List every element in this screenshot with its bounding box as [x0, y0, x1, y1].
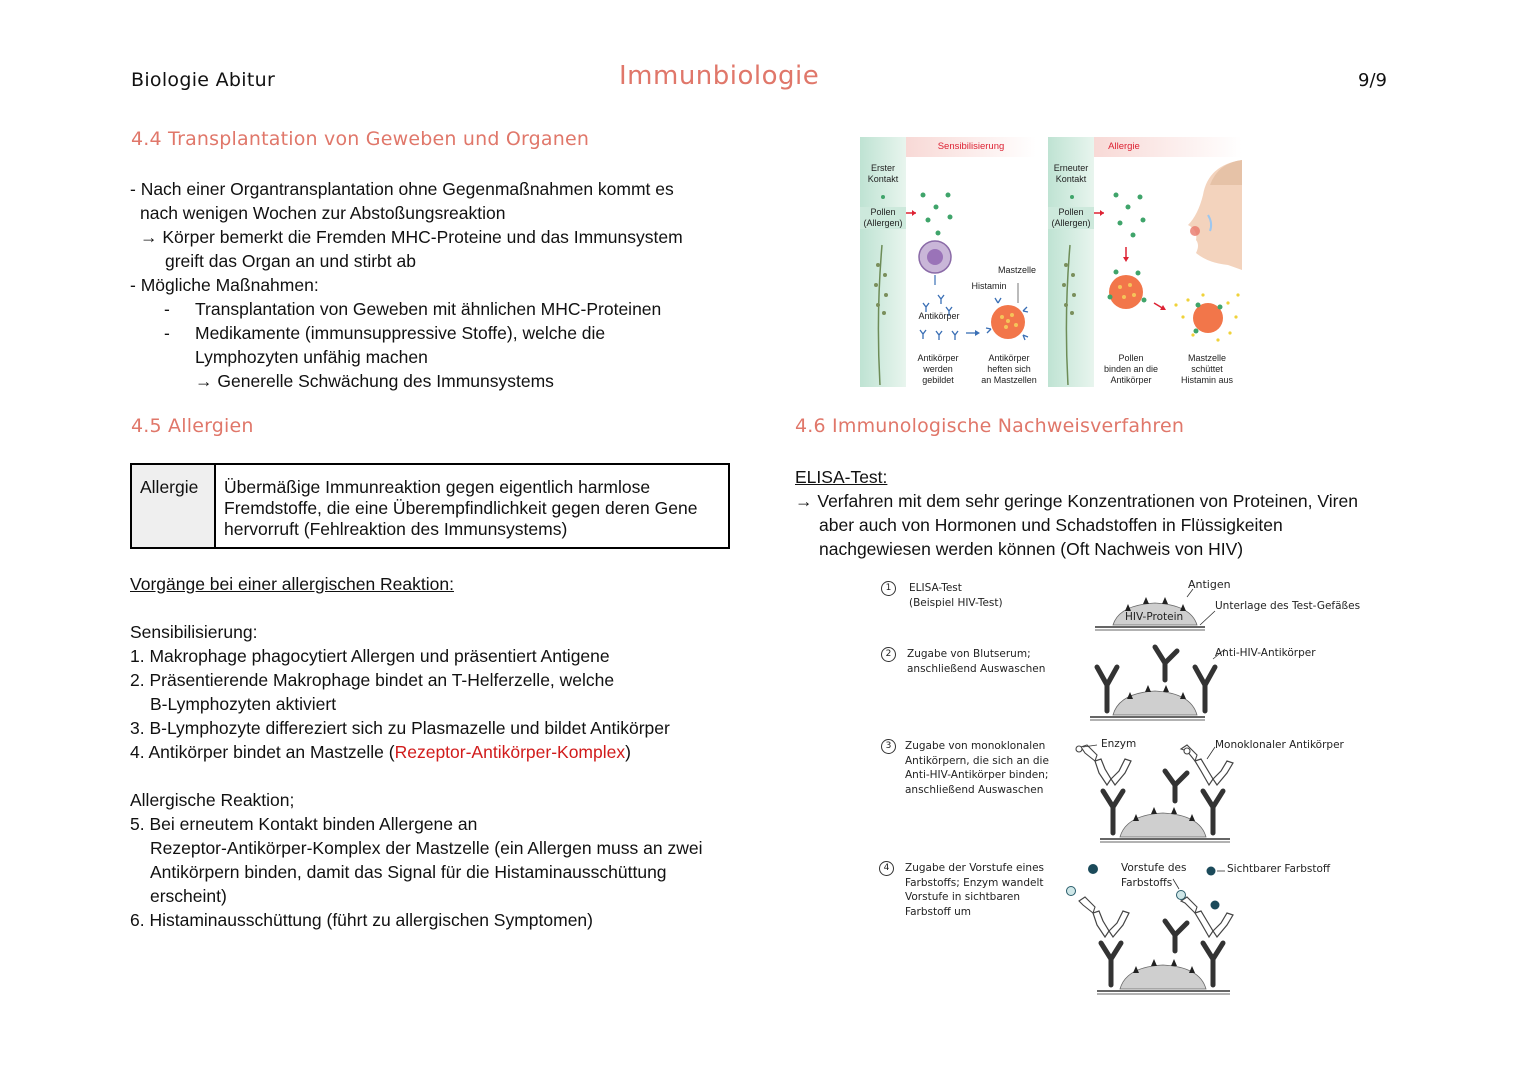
bullet-dash: - — [164, 323, 170, 343]
process-title: Vorgänge bei einer allergischen Reaktion: — [130, 574, 454, 594]
text-line: - Mögliche Maßnahmen: — [130, 275, 319, 295]
renewed-contact-label — [1048, 163, 1094, 185]
step-number: 4 — [879, 861, 894, 876]
elisa-panel-2 — [1090, 647, 1225, 720]
caption-line: Mastzelle — [1187, 353, 1226, 363]
reaction-title: Allergische Reaktion; — [130, 790, 295, 810]
renewed-contact-line: Erneuter — [1053, 163, 1089, 173]
step-line: Antikörpern, die sich an die — [905, 754, 1049, 767]
step-line: (Beispiel HIV-Test) — [909, 596, 1003, 609]
text-line: 1. Makrophage phagocytiert Allergen und präsentiert Antigene — [130, 646, 610, 666]
definition-term: Allergie — [131, 464, 215, 548]
step-line: Farbstoff um — [905, 905, 971, 918]
definition-table — [130, 463, 730, 549]
caption-line: heften sich — [987, 364, 1031, 374]
caption-line: Histamin aus — [1180, 375, 1234, 385]
allergy-diagram — [858, 135, 1243, 390]
label-antigen: Antigen — [1188, 578, 1231, 591]
text-span: 4. Antikörper bindet an Mastzelle ( — [130, 742, 395, 762]
page-number: 9/9 — [1358, 70, 1387, 91]
heading-4-4: 4.4 Transplantation von Geweben und Organen — [131, 128, 590, 150]
text-span: ) — [625, 742, 631, 762]
elisa-diagram — [875, 575, 1375, 1000]
text-line: - Nach einer Organtransplantation ohne Gegenmaßnahmen kommt es — [130, 179, 674, 199]
step-line: Farbstoffs; Enzym wandelt — [905, 876, 1044, 889]
pollen-line: Pollen — [1058, 207, 1084, 217]
text-line: greift das Organ an und stirbt ab — [165, 251, 416, 271]
caption-histamine-release — [1172, 353, 1242, 386]
label-line: Farbstoffs — [1121, 877, 1173, 889]
step-line: anschließend Auswaschen — [905, 783, 1044, 796]
text-line: B-Lymphozyten aktiviert — [150, 694, 337, 714]
panel-sensitization-title: Sensibilisierung — [937, 141, 1005, 152]
text-line: → Körper bemerkt die Fremden MHC-Proteine und das Immunsystem — [140, 227, 683, 247]
elisa-panel-3 — [1076, 745, 1233, 842]
label-anti-hiv: Anti-HIV-Antikörper — [1215, 647, 1316, 659]
caption-line: Antikörper — [917, 353, 959, 363]
step-line: Zugabe der Vorstufe eines — [905, 862, 1044, 874]
label-vorstufe — [1121, 861, 1186, 891]
label-hiv-protein: HIV-Protein — [1125, 611, 1184, 623]
text-line: 3. B-Lymphozyte differeziert sich zu Plasmazelle und bildet Antikörper — [130, 718, 670, 738]
first-contact-line: Kontakt — [867, 174, 899, 184]
bullet-dash: - — [164, 299, 170, 319]
heading-4-6: 4.6 Immunologische Nachweisverfahren — [795, 415, 1185, 437]
step-number: 1 — [881, 581, 896, 596]
caption-line: schüttet — [1191, 364, 1223, 374]
pollen-line: (Allergen) — [1051, 218, 1091, 228]
caption-line: Pollen — [1118, 353, 1144, 363]
caption-line: gebildet — [922, 375, 954, 385]
caption-line: Antikörper — [988, 353, 1030, 363]
histamin-label: Histamin — [971, 281, 1007, 291]
elisa-title: ELISA-Test: — [795, 467, 888, 487]
pollen-label-2 — [1048, 207, 1094, 229]
label-unterlage: Unterlage des Test-Gefäßes — [1215, 600, 1361, 612]
first-contact-label — [860, 163, 906, 185]
text-line: Transplantation von Geweben mit ähnlichen MHC-Proteinen — [195, 299, 662, 319]
heading-4-5: 4.5 Allergien — [131, 415, 254, 437]
label-enzym: Enzym — [1101, 738, 1137, 750]
mastzelle-label: Mastzelle — [997, 265, 1036, 275]
caption-antibodies-attach — [976, 353, 1042, 386]
label-monoklonal: Monoklonaler Antikörper — [1215, 739, 1344, 751]
step-4-line — [130, 740, 631, 764]
highlight-receptor-complex: Rezeptor-Antikörper-Komplex — [394, 742, 626, 762]
caption-line: werden — [923, 364, 953, 374]
step-line: Vorstufe in sichtbaren — [905, 891, 1020, 903]
document-subject: Biologie Abitur — [131, 69, 276, 91]
text-line: 5. Bei erneutem Kontakt binden Allergene an — [130, 814, 478, 834]
document-title: Immunbiologie — [619, 61, 820, 91]
panel-allergy-title: Allergie — [1108, 141, 1140, 152]
caption-line: an Mastzellen — [981, 375, 1037, 385]
sensitization-title: Sensibilisierung: — [130, 622, 258, 642]
elisa-panel-1 — [1095, 589, 1215, 630]
text-line: nachgewiesen werden können (Oft Nachweis von HIV) — [819, 539, 1244, 559]
text-line: Medikamente (immunsuppressive Stoffe), welche die — [195, 323, 606, 343]
label-line: Vorstufe des — [1121, 862, 1187, 874]
step-line: Anti-HIV-Antikörper binden; — [905, 769, 1049, 781]
step-number: 2 — [881, 647, 896, 662]
step-line: ELISA-Test — [909, 582, 962, 594]
step-line: Zugabe von monoklonalen — [905, 740, 1046, 752]
text-line: → Verfahren mit dem sehr geringe Konzentrationen von Proteinen, Viren — [795, 491, 1358, 511]
text-line: erscheint) — [150, 886, 227, 906]
definition-text: Übermäßige Immunreaktion gegen eigentlich harmlose Fremdstoffe, die eine Überempfindlichkeit gegen deren Gene hervorruft (Fehlreaktion des Immunsystems) — [215, 464, 729, 548]
elisa-illustrations — [875, 575, 1375, 1000]
caption-antibodies-formed — [910, 353, 966, 386]
first-contact-line: Erster — [870, 163, 895, 173]
caption-pollen-bind — [1098, 353, 1164, 386]
antikoerper-label: Antikörper — [918, 311, 960, 321]
text-line: aber auch von Hormonen und Schadstoffen in Flüssigkeiten — [819, 515, 1283, 535]
step-number: 3 — [881, 739, 896, 754]
pollen-line: (Allergen) — [863, 218, 903, 228]
text-line: Rezeptor-Antikörper-Komplex der Mastzelle (ein Allergen muss an zwei — [150, 838, 703, 858]
renewed-contact-line: Kontakt — [1055, 174, 1087, 184]
step-line: Zugabe von Blutserum; — [907, 648, 1031, 660]
text-line: 2. Präsentierende Makrophage bindet an T-Helferzelle, welche — [130, 670, 615, 690]
step-line: anschließend Auswaschen — [907, 662, 1046, 675]
caption-line: binden an die — [1103, 364, 1159, 374]
text-line: Lymphozyten unfähig machen — [195, 347, 428, 367]
label-sichtbar: Sichtbarer Farbstoff — [1227, 863, 1331, 875]
caption-line: Antikörper — [1110, 375, 1152, 385]
pollen-label-1 — [860, 207, 906, 229]
text-line: nach wenigen Wochen zur Abstoßungsreaktion — [140, 203, 506, 223]
text-line: → Generelle Schwächung des Immunsystems — [195, 371, 554, 391]
text-line: Antikörpern binden, damit das Signal für die Histaminausschüttung — [150, 862, 667, 882]
pollen-line: Pollen — [870, 207, 896, 217]
text-line: 6. Histaminausschüttung (führt zu allergischen Symptomen) — [130, 910, 593, 930]
